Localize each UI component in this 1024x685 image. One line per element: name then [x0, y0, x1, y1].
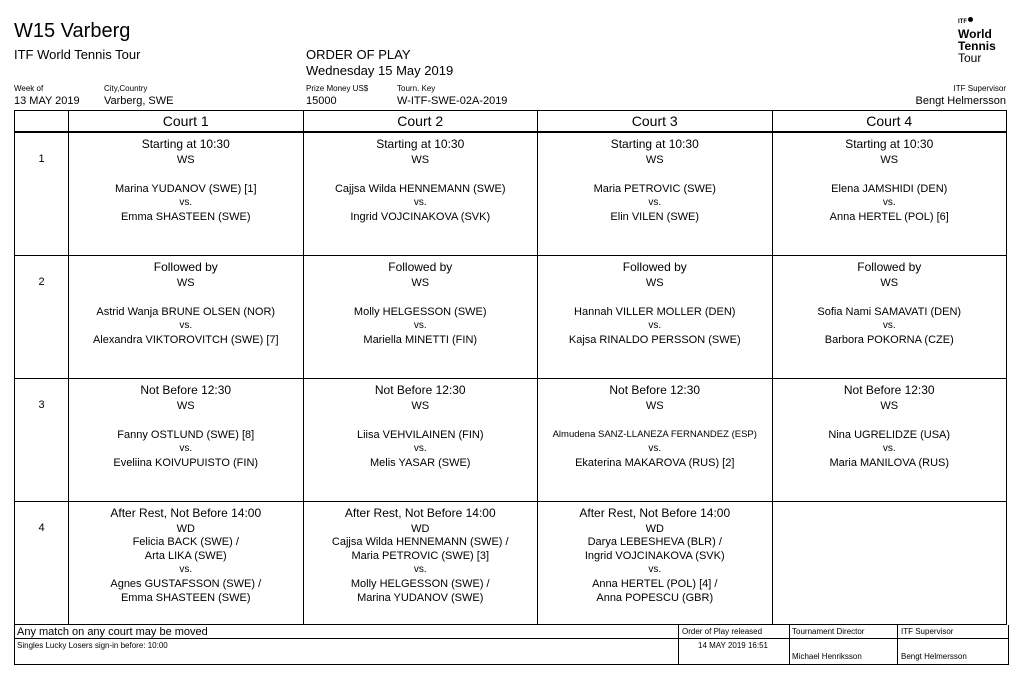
- tourn-key-label: Tourn. Key: [397, 84, 436, 93]
- spacer: [304, 166, 538, 182]
- player-name: Ingrid VOJCINAKOVA (SVK): [584, 550, 725, 562]
- match-cell: [538, 132, 773, 256]
- match-event: WS: [880, 400, 899, 412]
- match-cell: [69, 132, 304, 256]
- match-event: WS: [645, 400, 664, 412]
- spacer: [773, 289, 1007, 305]
- player-name: Alexandra VIKTOROVITCH (SWE) [7]: [92, 334, 279, 346]
- match-event: WS: [176, 277, 195, 289]
- spacer: [69, 289, 303, 305]
- match-cell: [772, 132, 1007, 256]
- player-name: Melis YASAR (SWE): [370, 457, 471, 469]
- match-cell: [69, 256, 304, 379]
- player-name: Maria PETROVIC (SWE) [3]: [351, 550, 490, 562]
- spacer: [304, 289, 538, 305]
- player-name: Molly HELGESSON (SWE) /: [350, 578, 490, 590]
- player-name: Elena JAMSHIDI (DEN): [831, 183, 948, 195]
- match-cell: [303, 379, 538, 502]
- versus-label: vs.: [648, 320, 662, 331]
- player-name: Marina YUDANOV (SWE): [357, 592, 484, 604]
- logo-itf-text: ITF: [958, 19, 967, 25]
- court-header: Court 3: [538, 111, 773, 133]
- match-time: After Rest, Not Before 14:00: [110, 506, 262, 520]
- versus-label: vs.: [179, 564, 193, 575]
- versus-label: vs.: [882, 197, 896, 208]
- match-time: After Rest, Not Before 14:00: [344, 506, 496, 520]
- match-time: Not Before 12:30: [609, 383, 701, 397]
- versus-label: vs.: [179, 320, 193, 331]
- released-value: 14 MAY 2019 16:51: [698, 641, 768, 650]
- match-cell: [303, 256, 538, 379]
- released-label: Order of Play released: [682, 627, 763, 636]
- spacer: [773, 412, 1007, 428]
- player-name: Elin VILEN (SWE): [610, 211, 700, 223]
- player-name: Astrid Wanja BRUNE OLSEN (NOR): [96, 306, 276, 318]
- match-event: WD: [645, 523, 664, 535]
- order-of-play-label: ORDER OF PLAY: [306, 47, 411, 62]
- versus-label: vs.: [413, 443, 427, 454]
- player-name: Darya LEBESHEVA (BLR) /: [587, 536, 722, 548]
- spacer: [538, 412, 772, 428]
- supervisor-label: ITF Supervisor: [953, 84, 1006, 93]
- schedule-row: [15, 256, 1007, 379]
- player-name: Cajjsa Wilda HENNEMANN (SWE): [334, 183, 506, 195]
- versus-label: vs.: [413, 320, 427, 331]
- player-name: Anna HERTEL (POL) [6]: [829, 211, 949, 223]
- match-cell: [69, 502, 304, 625]
- row-number-header: [15, 111, 69, 133]
- spacer: [304, 412, 538, 428]
- tournament-title: W15 Varberg: [14, 20, 131, 42]
- player-name: Emma SHASTEEN (SWE): [120, 592, 251, 604]
- court-header-row: [15, 111, 1007, 133]
- schedule-row: [15, 502, 1007, 625]
- match-time: After Rest, Not Before 14:00: [579, 506, 731, 520]
- match-time: Followed by: [622, 260, 687, 274]
- match-event: WS: [411, 154, 430, 166]
- lucky-losers-note: Singles Lucky Losers sign-in before: 10:00: [17, 641, 168, 650]
- match-cell: [772, 379, 1007, 502]
- versus-label: vs.: [882, 320, 896, 331]
- logo-line-3: Tour: [958, 51, 982, 65]
- row-number: 2: [15, 256, 69, 379]
- spacer: [69, 166, 303, 182]
- player-name: Arta LIKA (SWE): [144, 550, 227, 562]
- supervisor-value: Bengt Helmersson: [915, 95, 1006, 107]
- footer-box: [14, 625, 1009, 665]
- prize-money-label: Prize Money US$: [306, 84, 369, 93]
- match-cell: [538, 379, 773, 502]
- versus-label: vs.: [179, 197, 193, 208]
- schedule-row: [15, 132, 1007, 256]
- match-event: WS: [645, 154, 664, 166]
- city-country-value: Varberg, SWE: [104, 95, 174, 107]
- spacer: [773, 166, 1007, 182]
- versus-label: vs.: [648, 197, 662, 208]
- versus-label: vs.: [179, 443, 193, 454]
- footer-supervisor-name: Bengt Helmersson: [901, 652, 967, 661]
- match-event: WS: [176, 154, 195, 166]
- player-name: Anna POPESCU (GBR): [596, 592, 714, 604]
- match-cell: [772, 256, 1007, 379]
- play-date: Wednesday 15 May 2019: [306, 63, 454, 78]
- player-name: Felicia BACK (SWE) /: [132, 536, 239, 548]
- player-name: Mariella MINETTI (FIN): [363, 334, 478, 346]
- player-name: Almudena SANZ-LLANEZA FERNANDEZ (ESP): [552, 429, 757, 440]
- match-event: WD: [411, 523, 430, 535]
- director-label: Tournament Director: [792, 627, 865, 636]
- spacer: [538, 166, 772, 182]
- player-name: Molly HELGESSON (SWE): [353, 306, 487, 318]
- match-cell: [538, 502, 773, 625]
- logo-line-2: Tennis: [958, 39, 996, 53]
- match-time: Starting at 10:30: [141, 137, 230, 151]
- player-name: Maria PETROVIC (SWE): [593, 183, 716, 195]
- city-country-label: City,Country: [104, 84, 148, 93]
- match-cell: [69, 379, 304, 502]
- match-time: Starting at 10:30: [845, 137, 934, 151]
- tennis-ball-icon: [968, 17, 973, 22]
- match-cell: [303, 132, 538, 256]
- tour-subtitle: ITF World Tennis Tour: [14, 47, 141, 62]
- match-time: Followed by: [857, 260, 922, 274]
- court-header: Court 1: [69, 111, 304, 133]
- player-name: Ekaterina MAKAROVA (RUS) [2]: [575, 457, 735, 469]
- player-name: Liisa VEHVILAINEN (FIN): [356, 429, 484, 441]
- match-cell: [303, 502, 538, 625]
- player-name: Fanny OSTLUND (SWE) [8]: [117, 429, 255, 441]
- match-time: Followed by: [153, 260, 218, 274]
- schedule-table: [14, 110, 1007, 625]
- player-name: Kajsa RINALDO PERSSON (SWE): [568, 334, 741, 346]
- court-header: Court 2: [303, 111, 538, 133]
- match-time: Starting at 10:30: [376, 137, 465, 151]
- match-time: Not Before 12:30: [140, 383, 232, 397]
- player-name: Emma SHASTEEN (SWE): [120, 211, 251, 223]
- versus-label: vs.: [413, 197, 427, 208]
- week-of-value: 13 MAY 2019: [14, 95, 80, 107]
- row-number: 3: [15, 379, 69, 502]
- match-event: WS: [880, 277, 899, 289]
- footer-note: Any match on any court may be moved: [17, 626, 208, 638]
- player-name: Ingrid VOJCINAKOVA (SVK): [350, 211, 491, 223]
- row-number: 4: [15, 502, 69, 625]
- match-time: Not Before 12:30: [374, 383, 466, 397]
- match-cell: [772, 502, 1007, 625]
- match-cell: [538, 256, 773, 379]
- row-number: 1: [15, 132, 69, 256]
- player-name: Agnes GUSTAFSSON (SWE) /: [110, 578, 262, 590]
- versus-label: vs.: [882, 443, 896, 454]
- prize-money-value: 15000: [306, 95, 337, 107]
- world-tennis-tour-logo: [958, 16, 1018, 64]
- player-name: Sofia Nami SAMAVATI (DEN): [817, 306, 962, 318]
- week-of-label: Week of: [14, 84, 44, 93]
- player-name: Maria MANILOVA (RUS): [829, 457, 950, 469]
- player-name: Cajjsa Wilda HENNEMANN (SWE) /: [331, 536, 509, 548]
- footer-supervisor-label: ITF Supervisor: [901, 627, 954, 636]
- match-event: WD: [176, 523, 195, 535]
- player-name: Marina YUDANOV (SWE) [1]: [114, 183, 257, 195]
- player-name: Barbora POKORNA (CZE): [824, 334, 954, 346]
- tourn-key-value: W-ITF-SWE-02A-2019: [397, 95, 508, 107]
- versus-label: vs.: [413, 564, 427, 575]
- player-name: Eveliina KOIVUPUISTO (FIN): [113, 457, 259, 469]
- spacer: [69, 412, 303, 428]
- match-event: WS: [411, 277, 430, 289]
- match-time: Not Before 12:30: [843, 383, 935, 397]
- match-event: WS: [176, 400, 195, 412]
- match-event: WS: [645, 277, 664, 289]
- spacer: [538, 289, 772, 305]
- player-name: Nina UGRELIDZE (USA): [828, 429, 951, 441]
- player-name: Hannah VILLER MOLLER (DEN): [574, 306, 736, 318]
- player-name: Anna HERTEL (POL) [4] /: [592, 578, 718, 590]
- match-time: Starting at 10:30: [610, 137, 699, 151]
- match-time: Followed by: [388, 260, 453, 274]
- director-name: Michael Henriksson: [792, 652, 862, 661]
- schedule-row: [15, 379, 1007, 502]
- versus-label: vs.: [648, 443, 662, 454]
- court-header: Court 4: [772, 111, 1007, 133]
- match-event: WS: [880, 154, 899, 166]
- match-event: WS: [411, 400, 430, 412]
- logo-line-1: World: [958, 27, 992, 41]
- versus-label: vs.: [648, 564, 662, 575]
